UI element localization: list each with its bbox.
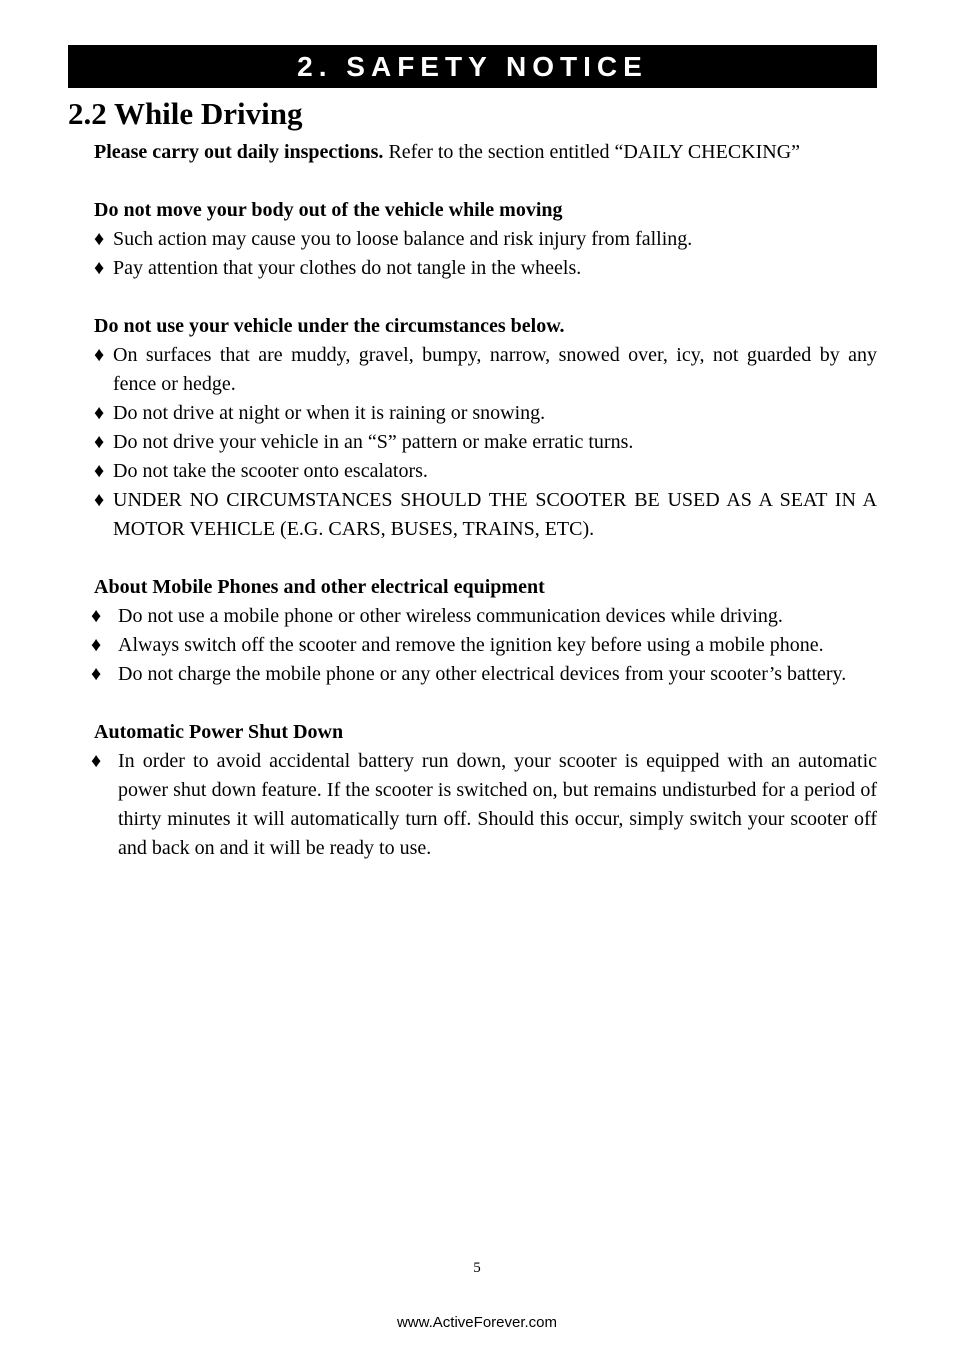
page-number: 5 (473, 1260, 481, 1276)
section-heading: Automatic Power Shut Down (94, 721, 344, 743)
diamond-bullet-icon: ♦ (94, 228, 105, 250)
section-heading: About Mobile Phones and other electrical equipment (94, 576, 545, 598)
section-heading: Do not move your body out of the vehicle while moving (94, 199, 563, 221)
bullet-list (94, 341, 877, 544)
chapter-banner: 2. SAFETY NOTICE (68, 45, 877, 88)
intro-paragraph (94, 138, 877, 167)
list-item: ♦ UNDER NO CIRCUMSTANCES SHOULD THE SCOOTER BE USED AS A SEAT IN A MOTOR VEHICLE (E.G. CARS, BUSES, TRAINS, ETC). (94, 486, 877, 544)
diamond-bullet-icon: ♦ (91, 750, 102, 772)
list-item: ♦ Such action may cause you to loose balance and risk injury from falling. (94, 225, 877, 254)
diamond-bullet-icon: ♦ (91, 605, 102, 627)
page-content (91, 138, 877, 863)
diamond-bullet-icon: ♦ (94, 460, 105, 482)
diamond-bullet-icon: ♦ (94, 344, 105, 366)
diamond-bullet-icon: ♦ (94, 257, 105, 279)
section-title: 2.2 While Driving (68, 96, 303, 131)
diamond-bullet-icon: ♦ (94, 431, 105, 453)
list-item: ♦ On surfaces that are muddy, gravel, bumpy, narrow, snowed over, icy, not guarded by any fence or hedge. (94, 341, 877, 399)
diamond-bullet-icon: ♦ (94, 402, 105, 424)
list-item: ♦ Do not take the scooter onto escalators. (94, 457, 877, 486)
intro-text: Refer to the section entitled “DAILY CHECKING” (383, 141, 801, 163)
list-item: ♦ Do not use a mobile phone or other wireless communication devices while driving. (94, 602, 877, 631)
bullet-list (94, 225, 877, 283)
intro-bold: Please carry out daily inspections. (94, 141, 384, 163)
list-item: ♦ Pay attention that your clothes do not tangle in the wheels. (94, 254, 877, 283)
bullet-list (91, 602, 877, 689)
bullet-list (91, 747, 877, 863)
diamond-bullet-icon: ♦ (91, 634, 102, 656)
list-item: ♦ Do not drive at night or when it is raining or snowing. (94, 399, 877, 428)
list-item: ♦ In order to avoid accidental battery run down, your scooter is equipped with an automatic power shut down feature. If the scooter is switched on, but remains undisturbed for a period of thirty minutes it will automatically turn off. Should this occur, simply switch your scooter off and back on and it will be ready to use. (94, 747, 877, 863)
list-item: ♦ Do not drive your vehicle in an “S” pattern or make erratic turns. (94, 428, 877, 457)
diamond-bullet-icon: ♦ (91, 663, 102, 685)
footer-url: www.ActiveForever.com (396, 1314, 558, 1331)
list-item: ♦ Always switch off the scooter and remove the ignition key before using a mobile phone. (94, 631, 877, 660)
diamond-bullet-icon: ♦ (94, 489, 105, 511)
section-heading: Do not use your vehicle under the circumstances below. (94, 315, 565, 337)
list-item: ♦ Do not charge the mobile phone or any other electrical devices from your scooter’s battery. (94, 660, 877, 689)
